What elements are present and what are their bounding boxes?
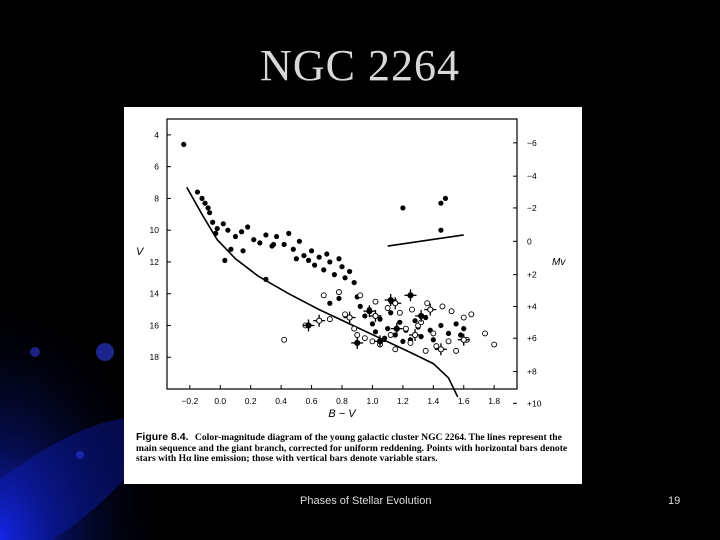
data-point [205, 205, 210, 210]
y-tick-label: 4 [154, 129, 159, 140]
data-point [458, 332, 463, 337]
data-point-open [282, 337, 287, 342]
data-point [317, 255, 322, 260]
y-tick-label: 18 [149, 352, 159, 363]
data-point [461, 326, 466, 331]
data-point [438, 201, 443, 206]
right-tick-label: −2 [527, 202, 537, 213]
data-point [297, 239, 302, 244]
data-point [213, 231, 218, 236]
data-point [324, 251, 329, 256]
data-point-open [393, 347, 398, 352]
x-tick-label: −0.2 [181, 396, 199, 406]
data-point-open [355, 333, 360, 338]
data-point-open [454, 348, 459, 353]
data-point [207, 210, 212, 215]
data-point [352, 280, 357, 285]
y-tick-label: 12 [149, 256, 159, 267]
slide-number: 19 [668, 495, 681, 507]
data-point [282, 242, 287, 247]
y-tick-label: 8 [154, 193, 159, 204]
data-point [332, 272, 337, 277]
data-point [274, 234, 279, 239]
data-point [385, 326, 390, 331]
data-point [225, 228, 230, 233]
data-point-open [352, 326, 357, 331]
data-point [446, 331, 451, 336]
data-point-open [434, 344, 439, 349]
data-point [327, 259, 332, 264]
data-point [239, 229, 244, 234]
data-point [336, 296, 341, 301]
data-point [412, 318, 417, 323]
footer-text: Phases of Stellar Evolution [300, 495, 432, 507]
data-point-open [388, 333, 393, 338]
right-tick-label: +2 [527, 269, 537, 280]
data-point-open [362, 336, 367, 341]
data-point [373, 329, 378, 334]
color-magnitude-chart [124, 107, 582, 427]
data-point [240, 248, 245, 253]
x-tick-label: 0.0 [214, 396, 227, 406]
data-point-open [343, 312, 348, 317]
x-tick-label: 1.2 [396, 396, 409, 406]
data-point [327, 301, 332, 306]
data-point-star [404, 289, 416, 301]
data-point [291, 247, 296, 252]
data-point [181, 142, 186, 147]
data-point-open [358, 293, 363, 298]
data-point-open [425, 301, 430, 306]
x-tick-label: 0.6 [305, 396, 318, 406]
data-point [202, 201, 207, 206]
caption-text: Color-magnitude diagram of the young galactic cluster NGC 2264. The lines represent the main sequence and the giant branch, corrected for uniform reddening. Points with horizontal bars denote stars with Hα line emission; those with vertical bars denote variable stars. [136, 432, 568, 464]
data-point-open [449, 309, 454, 314]
data-point [245, 224, 250, 229]
right-tick-label: +4 [527, 301, 537, 312]
right-tick-label: −6 [527, 137, 537, 148]
data-point-open [492, 342, 497, 347]
data-point-star [303, 319, 315, 331]
data-point-open [403, 326, 408, 331]
right-tick-label: 0 [527, 236, 532, 247]
data-point [438, 228, 443, 233]
data-point-open [469, 312, 474, 317]
main-sequence-line [187, 187, 458, 397]
data-point [397, 320, 402, 325]
data-point [221, 221, 226, 226]
data-point [228, 247, 233, 252]
data-point-star [351, 337, 363, 349]
data-point [347, 269, 352, 274]
x-tick-label: 1.6 [457, 396, 470, 406]
data-point-open [385, 306, 390, 311]
data-point [233, 234, 238, 239]
data-point [339, 264, 344, 269]
data-point [263, 277, 268, 282]
giant-branch-line [388, 235, 464, 246]
data-point-star-open [313, 315, 325, 327]
figure-panel [124, 107, 582, 484]
y-tick-label: 6 [154, 161, 159, 172]
data-point-open [440, 304, 445, 309]
data-point [286, 231, 291, 236]
y-axis-label: V [136, 246, 144, 258]
right-tick-label: −4 [527, 171, 537, 182]
data-point-open [446, 339, 451, 344]
plot-frame [167, 119, 517, 389]
data-point [271, 242, 276, 247]
right-tick-label: +8 [527, 366, 537, 377]
data-point [294, 256, 299, 261]
x-axis-label: B − V [328, 408, 356, 420]
data-point-open [423, 348, 428, 353]
right-tick-label: +10 [527, 398, 542, 409]
data-point-open [373, 299, 378, 304]
data-point [388, 310, 393, 315]
data-point [215, 226, 220, 231]
data-point [312, 263, 317, 268]
y-tick-label: 10 [149, 225, 159, 236]
x-tick-label: 1.4 [427, 396, 440, 406]
data-point [257, 240, 262, 245]
data-point [301, 253, 306, 258]
data-point [309, 248, 314, 253]
data-point [195, 189, 200, 194]
data-point-open [431, 331, 436, 336]
x-tick-label: 0.8 [336, 396, 348, 406]
data-point [342, 275, 347, 280]
data-point-open [461, 315, 466, 320]
data-point [251, 237, 256, 242]
x-tick-label: 1.8 [488, 396, 501, 406]
data-point [263, 232, 268, 237]
right-tick-label: +6 [527, 333, 537, 344]
x-tick-label: 0.4 [275, 396, 288, 406]
data-point [370, 321, 375, 326]
y-tick-label: 14 [149, 288, 159, 299]
right-axis-label: Mv [552, 257, 566, 268]
data-point-open [336, 290, 341, 295]
caption-label: Figure 8.4. [136, 431, 189, 443]
data-point [443, 196, 448, 201]
data-point-open [483, 331, 488, 336]
data-point-open [397, 310, 402, 315]
data-point [431, 337, 436, 342]
data-point [438, 323, 443, 328]
data-point [199, 196, 204, 201]
data-point [306, 258, 311, 263]
x-tick-label: 0.2 [244, 396, 257, 406]
data-point-open [408, 340, 413, 345]
data-point-open [327, 317, 332, 322]
figure-caption [136, 432, 576, 465]
data-point [336, 256, 341, 261]
data-point [210, 220, 215, 225]
x-tick-label: 1.0 [366, 396, 379, 406]
data-point [400, 339, 405, 344]
y-tick-label: 16 [149, 320, 159, 331]
data-point [222, 258, 227, 263]
data-point [362, 313, 367, 318]
data-point [454, 321, 459, 326]
data-point-open [410, 307, 415, 312]
data-point-open [321, 293, 326, 298]
data-point [400, 205, 405, 210]
data-point [358, 304, 363, 309]
slide-title: NGC 2264 [260, 41, 460, 90]
data-point [321, 267, 326, 272]
